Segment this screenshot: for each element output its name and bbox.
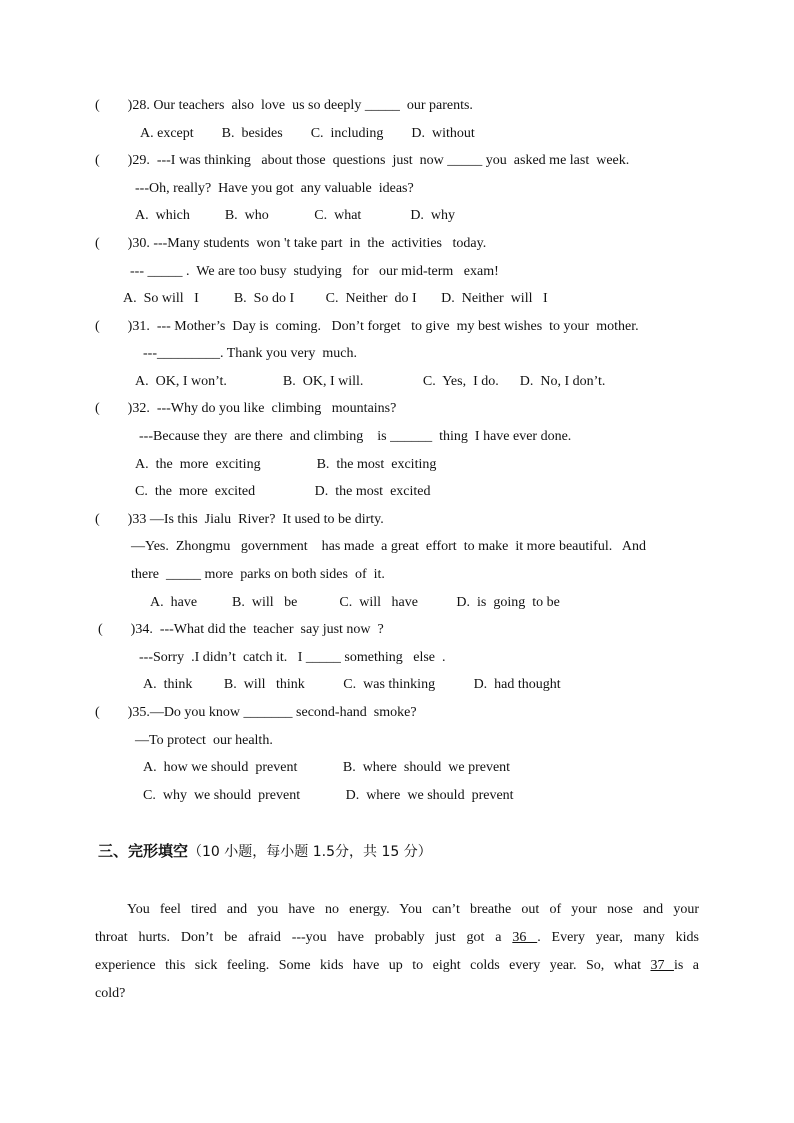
question-33-stem: ( )33 —Is this Jialu River? It used to be dirty. bbox=[95, 512, 384, 527]
question-30-reply: --- _____ . We are too busy studying for our mid-term exam! bbox=[130, 264, 499, 279]
section-3-heading bbox=[98, 842, 432, 860]
question-35-options-ab: A. how we should prevent B. where should we prevent bbox=[143, 760, 511, 775]
question-28-options: A. except B. besides C. including D. without bbox=[140, 126, 475, 141]
passage-line-2 bbox=[95, 924, 699, 952]
section-3-note: （10 小题，每小题 1.5分，共 15 分） bbox=[188, 844, 432, 860]
section-3-title: 三、完形填空 bbox=[98, 842, 189, 860]
question-29-reply: ---Oh, really? Have you got any valuable ideas? bbox=[135, 181, 414, 196]
question-34-stem: ( )34. ---What did the teacher say just now ? bbox=[98, 622, 384, 637]
question-34-reply: ---Sorry .I didn’t catch it. I _____ something else . bbox=[139, 650, 446, 665]
question-34-options: A. think B. will think C. was thinking D. had thought bbox=[143, 677, 561, 692]
question-31-stem: ( )31. --- Mother’s Day is coming. Don’t forget to give my best wishes to your mother. bbox=[95, 319, 639, 334]
question-29-options: A. which B. who C. what D. why bbox=[135, 208, 456, 223]
passage-line-3 bbox=[95, 952, 699, 980]
question-33-reply-line1: —Yes. Zhongmu government has made a great effort to make it more beautiful. And bbox=[131, 539, 647, 554]
question-31-reply: ---_________. Thank you very much. bbox=[143, 346, 357, 361]
blank-36: 36 bbox=[512, 930, 538, 945]
question-33-options: A. have B. will be C. will have D. is going to be bbox=[150, 595, 560, 610]
question-30-options: A. So will I B. So do I C. Neither do I D. Neither will I bbox=[123, 291, 548, 306]
question-33-reply-line2: there _____ more parks on both sides of it. bbox=[131, 567, 385, 582]
blank-37: 37 bbox=[650, 958, 674, 973]
question-32-options-ab: A. the more exciting B. the most exciting bbox=[135, 457, 437, 472]
question-29-stem: ( )29. ---I was thinking about those questions just now _____ you asked me last week. bbox=[95, 153, 630, 168]
question-35-stem: ( )35.—Do you know _______ second-hand smoke? bbox=[95, 705, 417, 720]
passage-line-3-text-a: experience this sick feeling. Some kids have up to eight colds every year. So, what bbox=[95, 958, 651, 973]
passage-line-2-text-b: . Every year, many kids bbox=[537, 930, 699, 945]
passage-line-2-text-a: throat hurts. Don’t be afraid ---you have probably just got a bbox=[95, 930, 513, 945]
passage-line-4: cold? bbox=[95, 986, 126, 1001]
passage-line-3-text-b: is a bbox=[673, 958, 699, 973]
question-32-stem: ( )32. ---Why do you like climbing mountains? bbox=[95, 401, 397, 416]
question-35-reply: —To protect our health. bbox=[135, 733, 273, 748]
question-35-options-cd: C. why we should prevent D. where we should prevent bbox=[143, 788, 514, 803]
passage-line-1: You feel tired and you have no energy. You can’t breathe out of your nose and your bbox=[127, 902, 699, 917]
question-32-reply: ---Because they are there and climbing is ______ thing I have ever done. bbox=[139, 429, 572, 444]
question-32-options-cd: C. the more excited D. the most excited bbox=[135, 484, 431, 499]
question-28-stem: ( )28. Our teachers also love us so deeply _____ our parents. bbox=[95, 98, 473, 113]
question-31-options: A. OK, I won’t. B. OK, I will. C. Yes, I do. D. No, I don’t. bbox=[135, 374, 606, 389]
question-30-stem: ( )30. ---Many students won 't take part in the activities today. bbox=[95, 236, 487, 251]
